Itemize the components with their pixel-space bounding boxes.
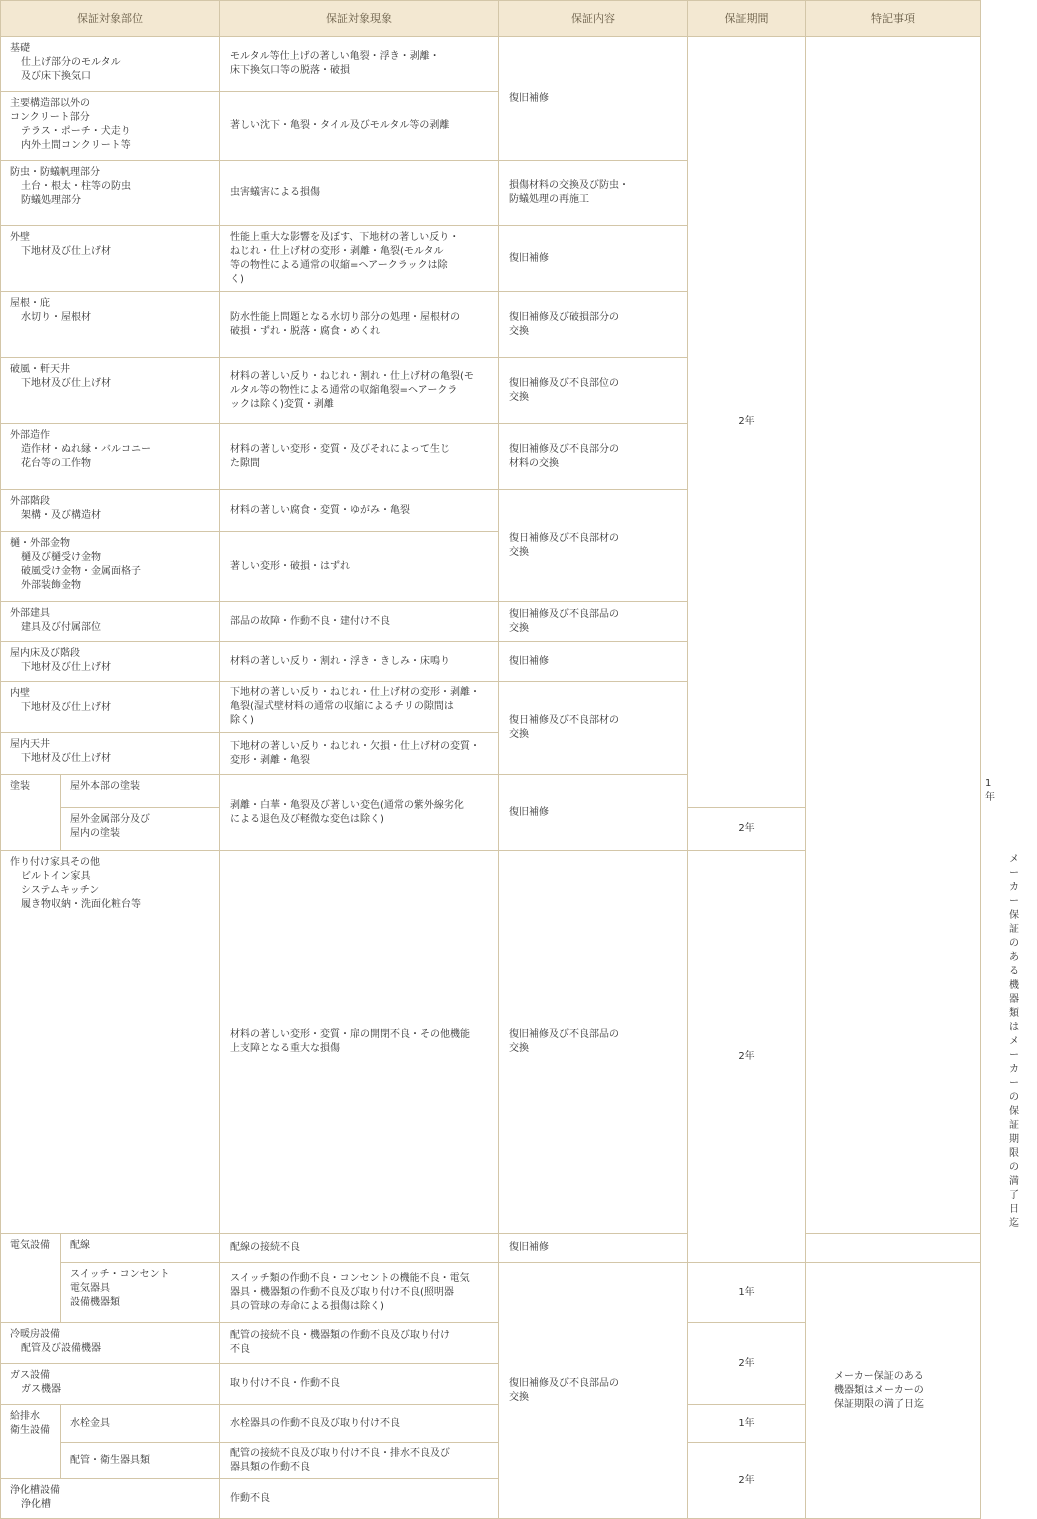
part-cell <box>1 358 220 424</box>
coverage-cell: 復旧補修 <box>499 226 688 292</box>
phenomenon-cell: 虫害蟻害による損傷 <box>220 161 499 226</box>
part-name: 防虫・防蟻帆理部分 <box>10 167 100 178</box>
period-cell: 1年 <box>688 1263 806 1323</box>
part-name: 屋内天井 <box>10 739 50 750</box>
coverage-cell: 復旧補修及び不良部品の 交換 <box>499 851 688 1234</box>
phenomenon-cell: 剥離・白華・亀裂及び著しい変色(通常の紫外線劣化 による退色及び軽微な変色は除く) <box>220 775 499 851</box>
notes-cell-empty <box>806 37 981 1234</box>
table-row: 塗装 屋外本部の塗装 剥離・白華・亀裂及び著しい変色(通常の紫外線劣化 による退色及び軽微な変色は除く) 復旧補修 1年 <box>1 775 981 808</box>
part-name: 基礎 <box>10 43 30 54</box>
coverage-cell: 復日補修及び不良部材の 交換 <box>499 490 688 602</box>
header-notes: 特記事項 <box>806 1 981 37</box>
coverage-cell: 復旧補修及び破損部分の 交換 <box>499 292 688 358</box>
phenomenon-cell: 著しい沈下・亀裂・タイル及びモルタル等の剥離 <box>220 92 499 161</box>
part-cell <box>1 602 220 642</box>
part-sub: 仕上げ部分のモルタル 及び床下換気口 <box>21 57 121 82</box>
coverage-cell: 復日補修及び不良部材の 交換 <box>499 682 688 775</box>
table-row: 作り付け家具その他 ビルトイン家具 システムキッチン 履き物収納・洗面化粧台等 材料の著しい変形・変質・扉の開閉不良・その他機能 上支障となる重大な損傷 復旧補修及び不良部品の 交換 2年 メーカー保証のある 機器類はメーカーの 保証期限の満了日迄 <box>1 851 981 1234</box>
part-name: 屋内床及び階段 <box>10 648 80 659</box>
part-cell: 給排水 衛生設備 <box>1 1405 61 1479</box>
part-name: 外部階段 <box>10 496 50 507</box>
part-sub: 下地材及び仕上げ材 <box>21 662 111 673</box>
sub-part-cell: 配線 <box>61 1234 220 1263</box>
part-cell <box>1 733 220 775</box>
part-name: 屋根・庇 <box>10 298 50 309</box>
part-name: 樋・外部金物 <box>10 538 70 549</box>
part-cell <box>1 851 220 1234</box>
part-name: 外部建具 <box>10 608 50 619</box>
period-cell: 2年 <box>688 808 806 851</box>
part-sub: 造作材・ぬれ縁・バルコニー 花台等の工作物 <box>21 444 151 469</box>
part-cell <box>1 1364 220 1405</box>
part-sub: ビルトイン家具 システムキッチン 履き物収納・洗面化粧台等 <box>21 871 141 910</box>
period-cell: 2年 <box>688 37 806 808</box>
table-row <box>1 1263 981 1323</box>
header-period: 保証期間 <box>688 1 806 37</box>
header-coverage: 保証内容 <box>499 1 688 37</box>
table-row <box>1 1234 981 1263</box>
phenomenon-cell: 部品の故障・作動不良・建付け不良 <box>220 602 499 642</box>
part-cell <box>1 161 220 226</box>
sub-part-cell: 水栓金具 <box>61 1405 220 1443</box>
sub-part-cell: 屋外金属部分及び 屋内の塗装 <box>61 808 220 851</box>
phenomenon-cell: 取り付け不良・作動不良 <box>220 1364 499 1405</box>
part-cell: 塗装 <box>1 775 61 851</box>
part-sub: 水切り・屋根材 <box>21 312 91 323</box>
phenomenon-cell: 配管の接続不良及び取り付け不良・排水不良及び 器具類の作動不良 <box>220 1443 499 1479</box>
part-cell <box>1 37 220 92</box>
part-name: 主要構造部以外の コンクリート部分 <box>10 98 90 123</box>
part-cell <box>1 424 220 490</box>
phenomenon-cell: 水栓器具の作動不良及び取り付け不良 <box>220 1405 499 1443</box>
phenomenon-cell: 著しい変形・破損・はずれ <box>220 532 499 602</box>
phenomenon-cell: 材料の著しい変形・変質・及びそれによって生じ た隙間 <box>220 424 499 490</box>
part-name: 冷暖房設備 <box>10 1329 60 1340</box>
part-name: ガス設備 <box>10 1370 50 1381</box>
header-phenomenon: 保証対象現象 <box>220 1 499 37</box>
part-cell <box>1 682 220 733</box>
phenomenon-cell: 材料の著しい腐食・変質・ゆがみ・亀裂 <box>220 490 499 532</box>
table-row <box>1 37 981 92</box>
part-sub: 土台・根太・柱等の防虫 防蟻処理部分 <box>21 181 131 206</box>
part-cell <box>1 1323 220 1364</box>
coverage-cell: 復旧補修及び不良部品の 交換 <box>499 1263 688 1519</box>
part-cell <box>1 226 220 292</box>
period-cell: 2年 <box>688 1443 806 1519</box>
part-name: 内壁 <box>10 688 30 699</box>
coverage-cell: 復旧補修 <box>499 775 688 851</box>
part-cell <box>1 490 220 532</box>
part-cell <box>1 1479 220 1519</box>
sub-part-cell: 屋外本部の塗装 <box>61 775 220 808</box>
phenomenon-cell: モルタル等仕上げの著しい亀裂・浮き・剥離・ 床下換気口等の脱落・破損 <box>220 37 499 92</box>
phenomenon-cell: 作動不良 <box>220 1479 499 1519</box>
part-name: 外部造作 <box>10 430 50 441</box>
part-sub: 下地材及び仕上げ材 <box>21 702 111 713</box>
part-name: 破風・軒天井 <box>10 364 70 375</box>
phenomenon-cell: 配線の接続不良 <box>220 1234 499 1263</box>
part-sub: 下地材及び仕上げ材 <box>21 246 111 257</box>
coverage-cell: 復旧補修 <box>499 642 688 682</box>
sub-part-cell: スイッチ・コンセント 電気器具 設備機器類 <box>61 1263 220 1323</box>
header-part: 保証対象部位 <box>1 1 220 37</box>
phenomenon-cell: 下地材の著しい反り・ねじれ・欠損・仕上げ材の変質・ 変形・剥離・亀裂 <box>220 733 499 775</box>
part-cell: 電気設備 <box>1 1234 61 1323</box>
phenomenon-cell: 材料の著しい変形・変質・扉の開閉不良・その他機能 上支障となる重大な損傷 <box>220 851 499 1234</box>
part-sub: テラス・ポーチ・犬走り 内外土間コンクリート等 <box>21 126 131 151</box>
coverage-cell: 復旧補修 <box>499 37 688 161</box>
part-name: 外壁 <box>10 232 30 243</box>
coverage-cell: 復旧補修及び不良部品の 交換 <box>499 602 688 642</box>
part-sub: 下地材及び仕上げ材 <box>21 378 111 389</box>
period-cell: 2年 <box>688 1323 806 1405</box>
period-cell: 1年 <box>688 1405 806 1443</box>
part-name: 浄化槽設備 <box>10 1485 60 1496</box>
part-cell <box>1 292 220 358</box>
notes-cell-empty <box>806 1234 981 1263</box>
phenomenon-cell: 性能上重大な影響を及ぼす、下地材の著しい反り・ ねじれ・仕上げ材の変形・剥離・亀裂(モルタル 等の物性による通常の収縮=ヘアークラックは除 く) <box>220 226 499 292</box>
coverage-cell: 復旧補修 <box>499 1234 688 1263</box>
part-sub: 架構・及び構造材 <box>21 510 101 521</box>
part-cell <box>1 642 220 682</box>
phenomenon-cell: 材料の著しい反り・割れ・浮き・きしみ・床鳴り <box>220 642 499 682</box>
phenomenon-cell: 下地材の著しい反り・ねじれ・仕上げ材の変形・剥離・ 亀裂(湿式壁材料の通常の収縮によるチリの隙間は 除く) <box>220 682 499 733</box>
part-sub: 浄化槽 <box>21 1499 51 1510</box>
part-sub: 樋及び樋受け金物 破風受け金物・金属面格子 外部装飾金物 <box>21 552 141 591</box>
part-sub: ガス機器 <box>21 1384 61 1395</box>
phenomenon-cell: 防水性能上問題となる水切り部分の処理・屋根材の 破損・ずれ・脱落・腐食・めくれ <box>220 292 499 358</box>
sub-part-cell: 配管・衛生器具類 <box>61 1443 220 1479</box>
part-sub: 建具及び付属部位 <box>21 622 101 633</box>
part-sub: 配管及び設備機器 <box>21 1343 101 1354</box>
part-cell <box>1 92 220 161</box>
coverage-cell: 復旧補修及び不良部位の 交換 <box>499 358 688 424</box>
part-cell <box>1 532 220 602</box>
notes-cell: メーカー保証のある 機器類はメーカーの 保証期限の満了日迄 <box>806 1263 981 1519</box>
phenomenon-cell: 材料の著しい反り・ねじれ・割れ・仕上げ材の亀裂(モ ルタル等の物性による通常の収縮亀裂=ヘアークラ ックは除く)変質・剥離 <box>220 358 499 424</box>
coverage-cell: 損傷材料の交換及び防虫・ 防蟻処理の再施工 <box>499 161 688 226</box>
phenomenon-cell: 配管の接続不良・機器類の作動不良及び取り付け 不良 <box>220 1323 499 1364</box>
part-sub: 下地材及び仕上げ材 <box>21 753 111 764</box>
part-name: 作り付け家具その他 <box>10 857 100 868</box>
phenomenon-cell: スイッチ類の作動不良・コンセントの機能不良・電気 器具・機器類の作動不良及び取り付け不良(照明器 具の管球の寿命による損傷は除く) <box>220 1263 499 1323</box>
period-cell: 2年 <box>688 851 806 1263</box>
coverage-cell: 復旧補修及び不良部分の 材料の交換 <box>499 424 688 490</box>
header-row <box>1 1 981 37</box>
